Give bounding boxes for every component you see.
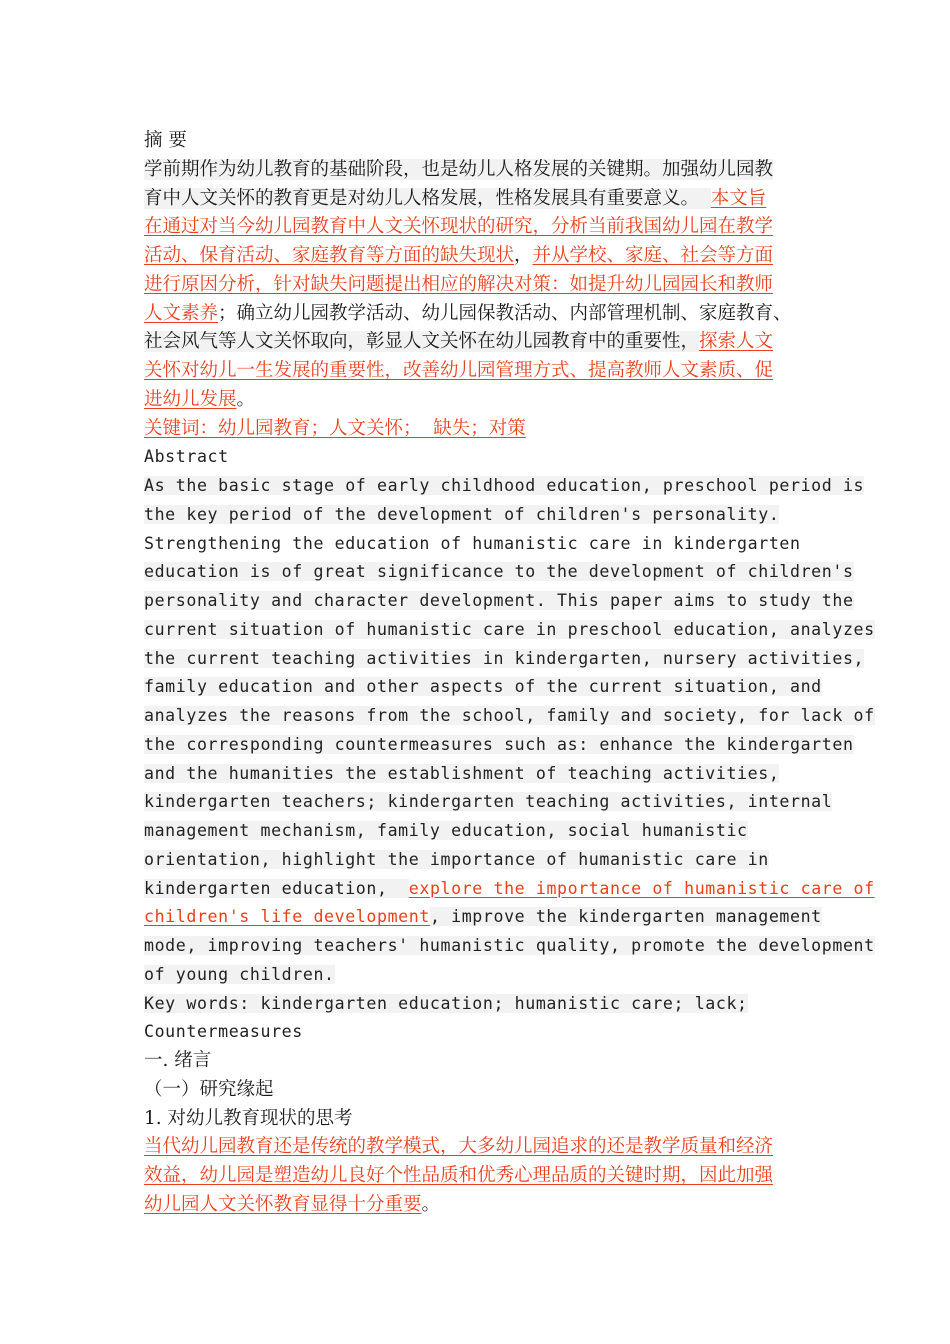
subsection-heading <box>144 1105 810 1134</box>
chapter-heading <box>144 1047 810 1076</box>
abstract-en-line-2 <box>144 501 810 530</box>
abstract-en-text: orientation, highlight the importance of humanistic care in <box>144 849 769 869</box>
abstract-en-text: education is of great significance to the development of children's <box>144 562 854 582</box>
revision-mark: children's life development <box>144 907 430 927</box>
abstract-en-text: the key period of the development of children's personality. <box>144 504 780 524</box>
abstract-cn-line-7 <box>144 328 810 357</box>
revision-mark: 人文素养 <box>144 302 219 324</box>
abstract-en-line-16 <box>144 903 822 932</box>
abstract-en-line-4 <box>144 558 854 587</box>
keywords-cn: 关键词：幼儿园教育；人文关怀； 缺失；对策 <box>144 417 526 439</box>
abstract-en-line-8 <box>144 673 822 702</box>
abstract-heading-en <box>144 443 810 472</box>
abstract-cn-text-6: ；确立幼儿园教学活动、幼儿园保教活动、内部管理机制、家庭教育、 <box>218 302 792 324</box>
abstract-en-line-17 <box>144 932 875 961</box>
abstract-en-text: As the basic stage of early childhood education, preschool period is <box>144 476 865 495</box>
abstract-en-text: of young children. <box>144 964 335 984</box>
revision-mark: 活动、保育活动、家庭教育等方面的缺失现状 <box>144 245 515 266</box>
abstract-cn-line-3 <box>144 213 810 242</box>
abstract-en-text: and the humanities the establishment of teaching activities, <box>144 763 780 783</box>
abstract-cn-line-8 <box>144 357 810 386</box>
abstract-en-line-1 <box>144 472 865 501</box>
revision-mark: 并从学校、家庭、社会等方面 <box>532 245 774 266</box>
document-body <box>144 127 875 1220</box>
abstract-cn-punct: ， <box>514 245 533 266</box>
revision-mark: 效益，幼儿园是塑造幼儿良好个性品质和优秀心理品质的关键时期，因此加强 <box>144 1165 774 1186</box>
intro-para-line-1 <box>144 1133 810 1162</box>
revision-mark: 当代幼儿园教育还是传统的教学模式，大多幼儿园追求的还是教学质量和经济 <box>144 1136 774 1158</box>
abstract-cn-line-6 <box>144 300 810 329</box>
abstract-cn-text-2: 育中人文关怀的教育更是对幼儿人格发展，性格发展具有重要意义。 <box>144 187 711 209</box>
abstract-en-text: the current teaching activities in kindergarten, nursery activities, <box>144 648 865 668</box>
intro-para-line-2 <box>144 1162 810 1191</box>
keywords-en: Key words: kindergarten education; humanistic care; lack; <box>144 993 748 1013</box>
abstract-en-text: family education and other aspects of the current situation, and <box>144 677 822 697</box>
abstract-heading-en-text: Abstract <box>144 447 229 467</box>
abstract-cn-punct: 。 <box>236 388 256 410</box>
abstract-en-line-11 <box>144 760 810 789</box>
revision-mark: 探索人文 <box>699 331 774 353</box>
revision-mark: 关怀对幼儿一生发展的重要性，改善幼儿园管理方式、提高教师人文素质、促 <box>144 360 774 381</box>
keywords-cn-line <box>144 415 810 444</box>
revision-mark: 进行原因分析，针对缺失问题提出相应的解决对策：如提升幼儿园园长和教师 <box>144 273 774 295</box>
abstract-en-line-18 <box>144 961 810 990</box>
abstract-heading-cn-text: 摘 要 <box>144 130 187 151</box>
revision-mark: 进幼儿发展 <box>144 388 237 410</box>
abstract-en-line-12 <box>144 788 833 817</box>
abstract-cn-text-1: 学前期作为幼儿教育的基础阶段，也是幼儿人格发展的关键期。加强幼儿园教 <box>144 158 774 180</box>
abstract-en-text: kindergarten education, <box>144 878 409 898</box>
abstract-cn-line-9 <box>144 386 810 415</box>
abstract-en-text: personality and character development. This paper aims to study the <box>144 591 854 610</box>
abstract-en-line-3 <box>144 530 810 559</box>
keywords-en-line-2 <box>144 1018 810 1047</box>
abstract-en-text: Strengthening the education of humanistic care in kindergarten <box>144 533 801 553</box>
revision-mark: explore the importance of humanistic care of <box>408 878 875 898</box>
abstract-en-line-6 <box>144 616 875 645</box>
abstract-en-line-5 <box>144 587 854 616</box>
keywords-en: Countermeasures <box>144 1022 303 1042</box>
subsection-heading-text: 1. 对幼儿教育现状的思考 <box>144 1107 353 1129</box>
abstract-en-text: mode, improving teachers' humanistic quality, promote the development <box>144 936 875 955</box>
intro-para-line-3 <box>144 1191 810 1220</box>
abstract-en-line-9 <box>144 702 875 731</box>
section-heading-text: （一）研究缘起 <box>144 1078 274 1100</box>
abstract-en-text: kindergarten teachers; kindergarten teaching activities, internal <box>144 792 833 812</box>
abstract-en-text: the corresponding countermeasures such as: enhance the kindergarten <box>144 734 854 754</box>
abstract-cn-line-4 <box>144 242 810 271</box>
abstract-en-text: management mechanism, family education, social humanistic <box>144 821 748 840</box>
abstract-en-line-15 <box>144 875 875 904</box>
revision-mark: 幼儿园人文关怀教育显得十分重要 <box>144 1193 422 1215</box>
abstract-en-text: current situation of humanistic care in preschool education, analyzes <box>144 619 875 639</box>
chapter-heading-text: 一. 绪言 <box>144 1050 212 1071</box>
abstract-en-line-7 <box>144 645 865 674</box>
intro-punct: 。 <box>421 1193 441 1215</box>
abstract-cn-line-2 <box>144 185 810 214</box>
revision-mark: 本文旨 <box>710 187 767 209</box>
abstract-en-line-10 <box>144 731 854 760</box>
section-heading <box>144 1076 810 1105</box>
abstract-en-text: analyzes the reasons from the school, family and society, for lack of <box>144 706 875 725</box>
abstract-en-line-14 <box>144 846 810 875</box>
abstract-cn-line-1 <box>144 156 810 185</box>
abstract-cn-text-7: 社会风气等人文关怀取向，彰显人文关怀在幼儿园教育中的重要性， <box>144 331 700 353</box>
revision-mark: 在通过对当今幼儿园教育中人文关怀现状的研究，分析当前我国幼儿园在教学 <box>144 216 774 238</box>
abstract-heading-cn <box>144 127 810 156</box>
abstract-cn-line-5 <box>144 271 810 300</box>
keywords-en-line-1 <box>144 990 810 1019</box>
abstract-en-text: , improve the kindergarten management <box>429 907 822 927</box>
abstract-en-line-13 <box>144 817 810 846</box>
